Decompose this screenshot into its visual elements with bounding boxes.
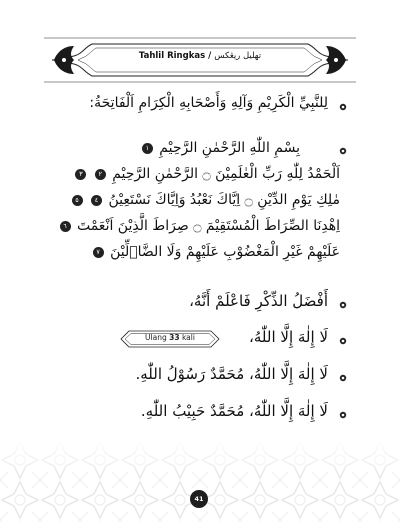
fatiha-line-2 — [73, 166, 340, 182]
fatiha-text-3: مٰلِكِ يَوْمِ الدِّيْنِ ۝ اِيَّاكَ نَعْبُدُ وَاِيَّاكَ نَسْتَعِيْنُ — [108, 192, 340, 208]
footer-pattern — [0, 440, 400, 522]
bullet-icon — [339, 411, 347, 419]
fatiha-line-3 — [70, 192, 340, 208]
repeat-text — [119, 333, 221, 342]
verse-number-badge: ٦ — [60, 221, 71, 232]
header-title — [44, 51, 356, 61]
verse-number-badge: ٢ — [95, 169, 106, 180]
fatiha-text-5: عَلَيْهِمْ غَيْرِ الْمَغْضُوْبِ عَلَيْهِمْ وَلَا الضَّاۤلِّيْنَ — [110, 244, 340, 260]
tahlil-rasul-line: لَا إِلٰهَ إِلَّا اللّٰهُ، مُحَمَّدٌ رَسُوْلُ اللّٰهِ. — [135, 365, 328, 383]
fatiha-block — [40, 140, 340, 275]
fatiha-text-1: بِسْمِ اللّٰهِ الرَّحْمٰنِ الرَّحِيْمِ — [159, 140, 300, 156]
bullet-icon — [339, 337, 347, 345]
bullet-icon — [339, 374, 347, 382]
verse-number-badge: ٤ — [91, 195, 102, 206]
page-number: 41 — [190, 490, 208, 508]
intro-line: لِلنَّبِيِّ الْكَرِيْمِ وَآلِهِ وَأَصْحَابِهِ الْكِرَامِ اَلْفَاتِحَةُ: — [89, 95, 328, 111]
repeat-badge — [119, 329, 221, 349]
verse-number-badge: ٣ — [75, 169, 86, 180]
repeat-count: 33 — [169, 333, 180, 342]
bullet-icon — [339, 103, 347, 111]
header-title-jawi: تهليل ريڠكس — [214, 51, 262, 61]
tahlil-habib-line: لَا إِلٰهَ إِلَّا اللّٰهُ، مُحَمَّدٌ حَبِيْبُ اللّٰهِ. — [140, 402, 328, 420]
fatiha-line-1 — [140, 140, 300, 156]
verse-number-badge: ٥ — [72, 195, 83, 206]
bullet-icon — [339, 147, 347, 155]
header-banner — [44, 34, 356, 86]
fatiha-text-4: اِهْدِنَا الصِّرَاطَ الْمُسْتَقِيْمَ ۝ صِرَاطَ الَّذِيْنَ اَنْعَمْتَ — [76, 218, 340, 234]
tahlil-line: لَا إِلٰهَ إِلَّا اللّٰهُ، — [249, 328, 328, 346]
header-separator: / — [208, 51, 212, 61]
verse-number-badge: ١ — [142, 143, 153, 154]
repeat-prefix: Ulang — [145, 333, 167, 342]
verse-number-badge: ٧ — [93, 247, 104, 258]
afdal-line: أَفْضَلُ الذِّكْرِ فَاعْلَمْ أَنَّهُ، — [189, 292, 328, 310]
bullet-icon — [339, 301, 347, 309]
fatiha-text-2: اَلْحَمْدُ لِلّٰهِ رَبِّ الْعٰلَمِيْنَ ۝ الرَّحْمٰنِ الرَّحِيْمِ — [112, 166, 340, 182]
repeat-suffix: kali — [181, 333, 195, 342]
fatiha-line-4 — [58, 218, 340, 234]
header-title-latin: Tahlil Ringkas — [138, 51, 206, 61]
fatiha-line-5 — [91, 244, 340, 260]
